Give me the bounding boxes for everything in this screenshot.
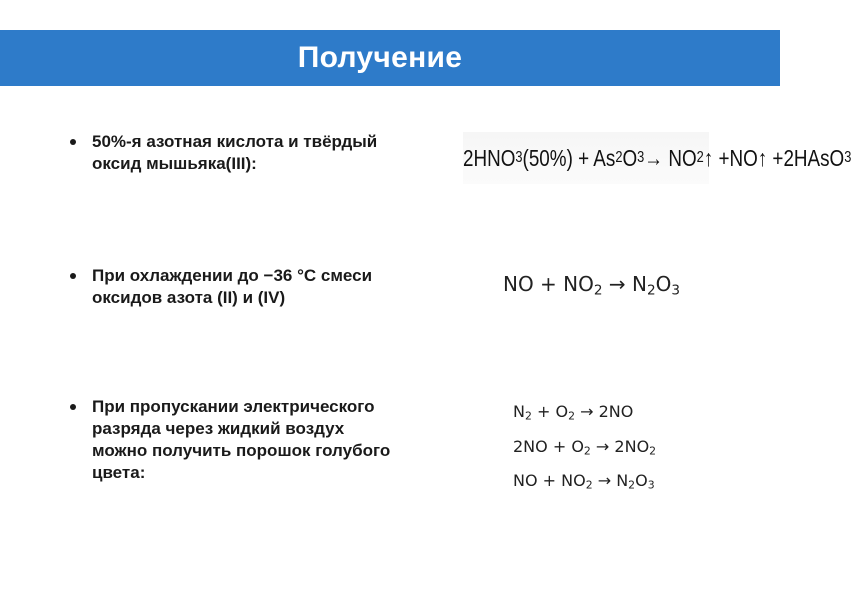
bullet-item-2 bbox=[70, 265, 450, 309]
formula-subscript: 2 bbox=[568, 409, 575, 423]
formula-discharge-reactions bbox=[513, 397, 656, 501]
bullet-line: При охлаждении до −36 °C смеси bbox=[92, 266, 373, 285]
formula-subscript: 2 bbox=[585, 479, 593, 493]
formula-subscript: 2 bbox=[524, 409, 532, 423]
bullet-dot-icon bbox=[70, 404, 76, 410]
bullet-line: При пропускании электрического bbox=[92, 397, 375, 416]
formula-part: N bbox=[513, 402, 525, 421]
formula-subscript: 3 bbox=[515, 149, 523, 166]
formula-subscript: 2 bbox=[696, 149, 704, 166]
bullet-line: оксид мышьяка(III): bbox=[92, 154, 257, 173]
bullet-line: 50%-я азотная кислота и твёрдый bbox=[92, 132, 378, 151]
formula-cooling-reaction bbox=[503, 272, 680, 298]
bullet-line: оксидов азота (II) и (IV) bbox=[92, 288, 286, 307]
formula-subscript: 2 bbox=[615, 149, 623, 166]
bullet-item-3 bbox=[70, 396, 450, 484]
bullet-dot-icon bbox=[70, 139, 76, 145]
formula-part: NO + NO bbox=[513, 471, 586, 491]
bullet-text bbox=[92, 396, 450, 484]
formula-subscript: 2 bbox=[649, 444, 657, 458]
formula-part: → N bbox=[602, 272, 647, 296]
bullet-line: цвета: bbox=[92, 463, 146, 482]
formula-subscript: 2 bbox=[628, 479, 636, 493]
formula-part: O bbox=[622, 144, 638, 171]
formula-part: ↑ +NO↑ +2HAsO bbox=[703, 144, 845, 171]
formula-part: + O bbox=[531, 402, 569, 421]
formula-subscript: 2 bbox=[646, 282, 656, 299]
formula-part: O bbox=[635, 471, 648, 491]
formula-arsenic-reaction bbox=[463, 132, 851, 184]
formula-subscript: 2 bbox=[593, 282, 603, 299]
bullet-line: разряда через жидкий воздух bbox=[92, 419, 345, 438]
formula-part: (50%) + As bbox=[522, 144, 616, 171]
formula-line bbox=[513, 397, 656, 432]
bullet-text bbox=[92, 131, 450, 175]
formula-part: 2HNO bbox=[463, 144, 516, 171]
formula-part: → 2NO bbox=[590, 436, 650, 456]
bullet-line: можно получить порошок голубого bbox=[92, 441, 391, 460]
bullet-dot-icon bbox=[70, 273, 76, 279]
bullet-item-1 bbox=[70, 131, 450, 175]
title-bar bbox=[0, 30, 780, 86]
formula-line bbox=[513, 466, 656, 501]
formula-subscript: 3 bbox=[637, 149, 645, 166]
formula-part: → 2NO bbox=[574, 402, 634, 421]
formula-part: O bbox=[655, 272, 672, 296]
formula-subscript: 3 bbox=[671, 282, 681, 299]
formula-subscript: 3 bbox=[844, 149, 851, 166]
formula-part: NO + NO bbox=[503, 272, 594, 296]
formula-subscript: 2 bbox=[583, 444, 591, 458]
slide-title: Получение bbox=[297, 41, 463, 74]
formula-part: → NO bbox=[644, 144, 697, 171]
formula-subscript: 3 bbox=[647, 479, 655, 493]
formula-part: → N bbox=[592, 471, 629, 491]
bullet-text bbox=[92, 265, 450, 309]
formula-line bbox=[513, 432, 656, 467]
formula-part: 2NO + O bbox=[513, 436, 584, 456]
